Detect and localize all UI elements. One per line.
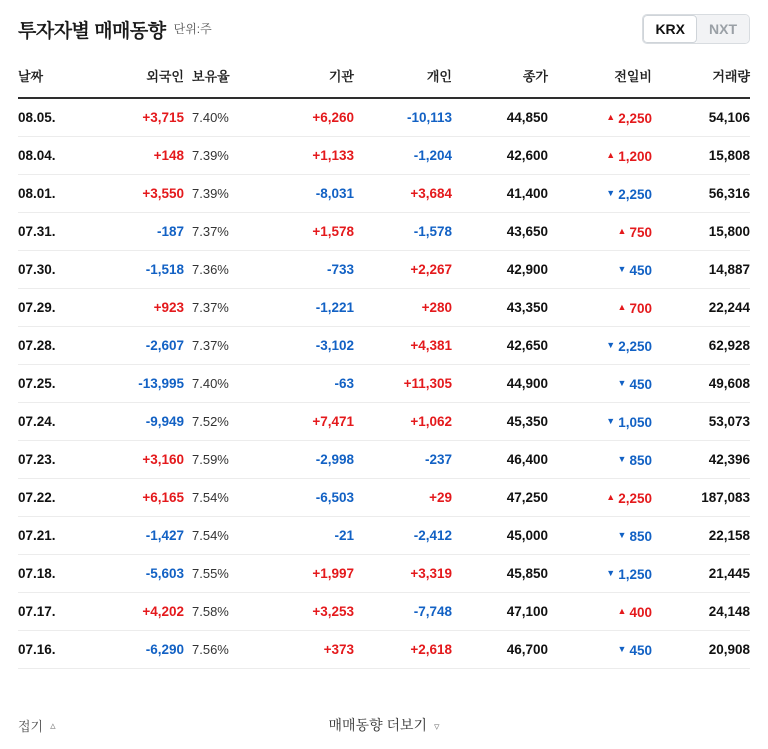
cell-individual: +280 — [354, 289, 452, 327]
cell-foreign: +923 — [92, 289, 184, 327]
cell-individual: +4,381 — [354, 327, 452, 365]
change-value: 2,250 — [618, 187, 652, 202]
cell-close-price: 45,350 — [452, 403, 548, 441]
cell-holding-ratio: 7.54% — [184, 479, 256, 517]
cell-institution: -3,102 — [256, 327, 354, 365]
cell-foreign: -6,290 — [92, 631, 184, 669]
cell-volume: 56,316 — [652, 175, 750, 213]
triangle-down-icon: ▼ — [617, 378, 627, 388]
cell-individual: +2,618 — [354, 631, 452, 669]
cell-volume: 21,445 — [652, 555, 750, 593]
cell-foreign: -187 — [92, 213, 184, 251]
cell-foreign: +3,550 — [92, 175, 184, 213]
table-row — [18, 289, 750, 327]
cell-date: 07.22. — [18, 479, 92, 517]
cell-change — [548, 631, 652, 669]
cell-volume: 15,808 — [652, 137, 750, 175]
cell-foreign: +4,202 — [92, 593, 184, 631]
table-row — [18, 555, 750, 593]
table-row — [18, 137, 750, 175]
cell-change — [548, 98, 652, 137]
cell-change — [548, 403, 652, 441]
cell-volume: 187,083 — [652, 479, 750, 517]
cell-holding-ratio: 7.52% — [184, 403, 256, 441]
change-value: 450 — [629, 643, 652, 658]
triangle-down-icon: ▼ — [606, 340, 616, 350]
cell-individual: +11,305 — [354, 365, 452, 403]
change-value: 400 — [629, 605, 652, 620]
cell-institution: -2,998 — [256, 441, 354, 479]
cell-institution: +1,133 — [256, 137, 354, 175]
cell-close-price: 44,900 — [452, 365, 548, 403]
cell-close-price: 46,400 — [452, 441, 548, 479]
cell-foreign: +6,165 — [92, 479, 184, 517]
cell-holding-ratio: 7.40% — [184, 98, 256, 137]
cell-close-price: 42,900 — [452, 251, 548, 289]
cell-change — [548, 213, 652, 251]
cell-volume: 15,800 — [652, 213, 750, 251]
trading-table-wrapper — [0, 58, 768, 701]
cell-holding-ratio: 7.58% — [184, 593, 256, 631]
panel-header — [0, 0, 768, 58]
cell-individual: +29 — [354, 479, 452, 517]
triangle-down-icon: ▼ — [606, 188, 616, 198]
panel-footer — [0, 701, 768, 749]
cell-individual: -10,113 — [354, 98, 452, 137]
table-row — [18, 327, 750, 365]
triangle-down-icon: ▼ — [606, 416, 616, 426]
cell-holding-ratio: 7.39% — [184, 175, 256, 213]
cell-holding-ratio: 7.55% — [184, 555, 256, 593]
column-header-date: 날짜 — [18, 58, 92, 98]
cell-change — [548, 593, 652, 631]
table-body — [18, 98, 750, 669]
change-value: 1,050 — [618, 415, 652, 430]
table-row — [18, 365, 750, 403]
tab-krx[interactable]: KRX — [643, 15, 697, 43]
table-row — [18, 175, 750, 213]
column-header-individual: 개인 — [354, 58, 452, 98]
cell-date: 07.28. — [18, 327, 92, 365]
cell-change — [548, 289, 652, 327]
cell-volume: 42,396 — [652, 441, 750, 479]
triangle-down-icon: ▼ — [617, 454, 627, 464]
cell-close-price: 47,100 — [452, 593, 548, 631]
cell-change — [548, 517, 652, 555]
table-row — [18, 441, 750, 479]
page-title: 투자자별 매매동향 — [18, 20, 166, 42]
cell-foreign: +3,715 — [92, 98, 184, 137]
cell-foreign: -1,518 — [92, 251, 184, 289]
change-value: 1,250 — [618, 567, 652, 582]
change-value: 850 — [629, 453, 652, 468]
market-tab-group — [642, 14, 750, 44]
cell-institution: -1,221 — [256, 289, 354, 327]
cell-date: 07.24. — [18, 403, 92, 441]
triangle-up-icon: ▲ — [606, 492, 616, 502]
cell-holding-ratio: 7.36% — [184, 251, 256, 289]
change-value: 450 — [629, 377, 652, 392]
cell-individual: -237 — [354, 441, 452, 479]
cell-change — [548, 137, 652, 175]
cell-volume: 22,244 — [652, 289, 750, 327]
table-row — [18, 98, 750, 137]
cell-date: 08.05. — [18, 98, 92, 137]
cell-foreign: -9,949 — [92, 403, 184, 441]
cell-holding-ratio: 7.40% — [184, 365, 256, 403]
trading-table — [18, 58, 750, 669]
cell-individual: -1,204 — [354, 137, 452, 175]
cell-date: 07.17. — [18, 593, 92, 631]
cell-change — [548, 479, 652, 517]
cell-date: 07.23. — [18, 441, 92, 479]
cell-individual: -2,412 — [354, 517, 452, 555]
cell-close-price: 43,650 — [452, 213, 548, 251]
cell-individual: -7,748 — [354, 593, 452, 631]
cell-foreign: +3,160 — [92, 441, 184, 479]
cell-individual: +3,684 — [354, 175, 452, 213]
column-header-institution: 기관 — [256, 58, 354, 98]
change-value: 2,250 — [618, 491, 652, 506]
column-header-volume: 거래량 — [652, 58, 750, 98]
change-value: 2,250 — [618, 111, 652, 126]
change-value: 850 — [629, 529, 652, 544]
cell-institution: +7,471 — [256, 403, 354, 441]
table-row — [18, 479, 750, 517]
triangle-down-icon: ▼ — [606, 568, 616, 578]
column-header-foreign: 외국인 — [92, 58, 184, 98]
change-value: 2,250 — [618, 339, 652, 354]
cell-holding-ratio: 7.56% — [184, 631, 256, 669]
table-row — [18, 403, 750, 441]
cell-individual: +2,267 — [354, 251, 452, 289]
cell-date: 07.25. — [18, 365, 92, 403]
cell-institution: -8,031 — [256, 175, 354, 213]
cell-foreign: -2,607 — [92, 327, 184, 365]
cell-holding-ratio: 7.37% — [184, 213, 256, 251]
cell-change — [548, 327, 652, 365]
cell-holding-ratio: 7.37% — [184, 289, 256, 327]
cell-close-price: 46,700 — [452, 631, 548, 669]
cell-date: 07.29. — [18, 289, 92, 327]
cell-close-price: 45,000 — [452, 517, 548, 555]
cell-close-price: 45,850 — [452, 555, 548, 593]
cell-close-price: 41,400 — [452, 175, 548, 213]
cell-close-price: 44,850 — [452, 98, 548, 137]
cell-holding-ratio: 7.54% — [184, 517, 256, 555]
change-value: 450 — [629, 263, 652, 278]
chevron-down-icon: ▿ — [433, 721, 440, 733]
triangle-up-icon: ▲ — [617, 606, 627, 616]
cell-volume: 54,106 — [652, 98, 750, 137]
cell-change — [548, 441, 652, 479]
cell-volume: 49,608 — [652, 365, 750, 403]
table-header-row — [18, 58, 750, 98]
cell-volume: 24,148 — [652, 593, 750, 631]
column-header-close: 종가 — [452, 58, 548, 98]
cell-volume: 14,887 — [652, 251, 750, 289]
column-header-ratio: 보유율 — [184, 58, 256, 98]
cell-close-price: 42,650 — [452, 327, 548, 365]
cell-institution: +6,260 — [256, 98, 354, 137]
cell-institution: -733 — [256, 251, 354, 289]
cell-volume: 20,908 — [652, 631, 750, 669]
cell-holding-ratio: 7.39% — [184, 137, 256, 175]
chevron-up-icon: ▵ — [50, 719, 56, 732]
collapse-label: 접기 — [18, 718, 44, 734]
cell-individual: +1,062 — [354, 403, 452, 441]
cell-foreign: -1,427 — [92, 517, 184, 555]
cell-holding-ratio: 7.59% — [184, 441, 256, 479]
cell-close-price: 47,250 — [452, 479, 548, 517]
cell-date: 07.18. — [18, 555, 92, 593]
cell-date: 08.01. — [18, 175, 92, 213]
change-value: 750 — [629, 225, 652, 240]
cell-foreign: -13,995 — [92, 365, 184, 403]
change-value: 1,200 — [618, 149, 652, 164]
triangle-down-icon: ▼ — [617, 644, 627, 654]
triangle-down-icon: ▼ — [617, 530, 627, 540]
unit-label: 단위:주 — [173, 22, 212, 36]
cell-institution: +1,997 — [256, 555, 354, 593]
cell-date: 07.30. — [18, 251, 92, 289]
cell-change — [548, 555, 652, 593]
triangle-up-icon: ▲ — [617, 226, 627, 236]
column-header-change: 전일비 — [548, 58, 652, 98]
table-row — [18, 517, 750, 555]
cell-change — [548, 251, 652, 289]
more-button[interactable] — [0, 715, 768, 735]
more-label: 매매동향 더보기 — [328, 717, 428, 733]
cell-change — [548, 175, 652, 213]
cell-date: 07.31. — [18, 213, 92, 251]
table-row — [18, 251, 750, 289]
cell-change — [548, 365, 652, 403]
cell-individual: +3,319 — [354, 555, 452, 593]
cell-institution: -6,503 — [256, 479, 354, 517]
cell-institution: -63 — [256, 365, 354, 403]
triangle-down-icon: ▼ — [617, 264, 627, 274]
cell-individual: -1,578 — [354, 213, 452, 251]
cell-foreign: +148 — [92, 137, 184, 175]
cell-institution: +373 — [256, 631, 354, 669]
cell-date: 08.04. — [18, 137, 92, 175]
cell-close-price: 42,600 — [452, 137, 548, 175]
table-row — [18, 213, 750, 251]
change-value: 700 — [629, 301, 652, 316]
triangle-up-icon: ▲ — [606, 150, 616, 160]
triangle-up-icon: ▲ — [606, 112, 616, 122]
cell-volume: 62,928 — [652, 327, 750, 365]
cell-holding-ratio: 7.37% — [184, 327, 256, 365]
triangle-up-icon: ▲ — [617, 302, 627, 312]
cell-volume: 22,158 — [652, 517, 750, 555]
cell-date: 07.21. — [18, 517, 92, 555]
cell-institution: -21 — [256, 517, 354, 555]
cell-date: 07.16. — [18, 631, 92, 669]
cell-close-price: 43,350 — [452, 289, 548, 327]
cell-foreign: -5,603 — [92, 555, 184, 593]
cell-institution: +1,578 — [256, 213, 354, 251]
table-row — [18, 631, 750, 669]
tab-nxt[interactable]: NXT — [697, 15, 749, 43]
cell-institution: +3,253 — [256, 593, 354, 631]
table-row — [18, 593, 750, 631]
cell-volume: 53,073 — [652, 403, 750, 441]
